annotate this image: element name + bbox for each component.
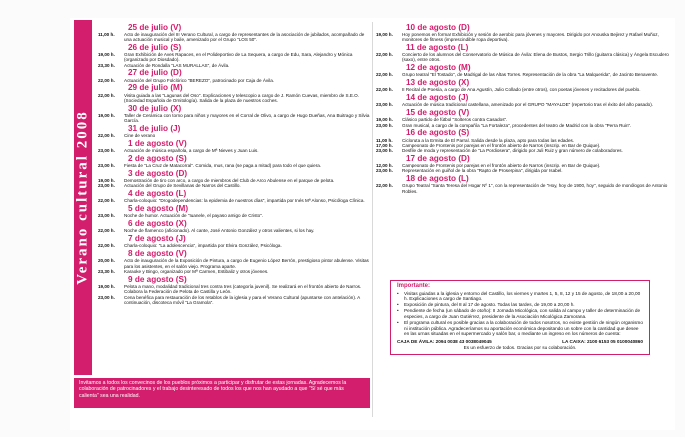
- footer-band: [74, 378, 370, 408]
- day-heading: 5 de agosto (M): [128, 204, 189, 214]
- event-time: 19,00 h.: [98, 284, 115, 290]
- important-item: [397, 291, 643, 302]
- event-description: Cine de verano: [124, 133, 156, 139]
- event-row: [376, 102, 670, 107]
- day-heading: 25 de julio (V): [128, 22, 182, 32]
- event-description: Acto de inauguración de la Exposición de Pintura, a cargo de Eugenio López Berrón, prestigioso pintor abulense. Visitas para los asistentes, en el salón viejo. Programa aparte.: [124, 258, 369, 269]
- event-row: [98, 63, 370, 68]
- event-description: Clásico partido de fútbol "Solteros contra Casados".: [402, 117, 508, 123]
- event-time: 23,00 h.: [376, 102, 393, 108]
- event-time: 22,00 h.: [98, 77, 115, 83]
- event-time: 23,00 h.: [98, 163, 115, 169]
- important-item: [397, 308, 643, 319]
- day-heading: 8 de agosto (V): [128, 249, 187, 259]
- event-row: [98, 183, 370, 188]
- event-description: Campeonato de Frontenis por parejas en el frontón abierto de Narros (inscrip. en Bar de Quique).: [402, 163, 601, 169]
- day-heading: 12 de agosto (M): [406, 63, 471, 73]
- day-heading: 31 de julio (J): [128, 123, 181, 133]
- event-time: 23,00 h.: [98, 213, 115, 219]
- bank-account-caja-avila: CAJA DE ÁVILA: 2094 0038 43 0038049045: [397, 338, 492, 344]
- event-row: [376, 148, 670, 153]
- event-time: 22,00 h.: [376, 72, 393, 78]
- event-row: [376, 32, 670, 43]
- important-box: [390, 280, 650, 355]
- event-description: Noche de humor. Actuación de "Iuanele, el payaso amigo de Cristo".: [124, 213, 264, 219]
- event-row: [376, 52, 670, 63]
- event-time: 22,00 h.: [98, 243, 115, 249]
- event-description: II Recital de Poesía, a cargo de Ana Agustín, Julio Collado (entre otros), con poetas jóvenes y recitadores del pueblo.: [402, 87, 641, 93]
- event-row: [98, 133, 370, 138]
- event-description: Taller de Cerámica con torno para niños y mayores en el Corral de Olivo, a cargo de Hugo Dueñas, Ana Buitrago y Silvia García.: [124, 112, 370, 124]
- event-description: Actuación del Grupo de Sevillanas de Narros del Castillo.: [124, 183, 241, 189]
- day-heading: 16 de agosto (S): [406, 128, 470, 138]
- event-time: 22,00 h.: [98, 228, 115, 234]
- event-row: [376, 87, 670, 92]
- event-description: Campeonato de Frontenis por parejas en el frontón abierto de Narros (inscrip. en Bar de Quique).: [402, 142, 601, 148]
- event-time: 11,00 h.: [98, 31, 115, 37]
- important-title: Importante:: [397, 283, 430, 289]
- day-heading: 17 de agosto (D): [406, 153, 470, 163]
- event-time: 23,30 h.: [98, 62, 115, 68]
- event-time: 22,00 h.: [376, 183, 393, 189]
- day-heading: 10 de agosto (D): [406, 22, 470, 32]
- event-row: [376, 123, 670, 128]
- bullet-icon: •: [397, 302, 399, 308]
- event-row: [98, 163, 370, 168]
- event-time: 22,00 h.: [98, 133, 115, 139]
- event-description: Noche de flamenco (aficionado). Al cante, José Antonio González y otros valientes, si los hay.: [124, 228, 315, 234]
- side-title: Verano cultural 2008: [74, 110, 91, 285]
- event-row: [98, 243, 370, 248]
- day-heading: 2 de agosto (S): [128, 153, 187, 163]
- event-row: [98, 32, 370, 43]
- event-description: Charla-coloquio: "Drogodependencias: la epidemia de nuestros días", impartida por Inés Mª Alonso, Psicóloga Clínica.: [124, 198, 365, 204]
- day-heading: 13 de agosto (X): [406, 78, 470, 88]
- event-description: Demostración de tiro con arco, a cargo de miembros del Club de Arco Abulense en el parque de pelota.: [124, 178, 335, 184]
- event-row: [98, 295, 370, 306]
- bullet-icon: •: [397, 320, 399, 326]
- event-description: Pelota a mano, modalidad tradicional tres contra tres (categoría juvenil). Se realizará en el frontón abierto de Narros. Colabora la Federación de Pelota de Castilla y León.: [124, 284, 362, 295]
- event-time: 23,00 h.: [376, 122, 393, 128]
- day-heading: 4 de agosto (L): [128, 189, 187, 199]
- event-row: [98, 198, 370, 203]
- column-divider: [372, 22, 373, 417]
- footer-text: Invitamos a todos los convecinos de los pueblos próximos a participar y disfrutar de estas jornadas. Agradecemos la colaboración de patrocinadores y el trabajo desinteresado de todos los que nos han ayudado a que "Sí sé que más calienta" sea una realidad.: [79, 380, 347, 399]
- day-heading: 29 de julio (M): [128, 83, 183, 93]
- event-row: [98, 269, 370, 274]
- event-row: [98, 228, 370, 233]
- event-description: Desfile de moda y representación de "La Pordiosera", dirigido por Juli Ruiz y gran número de colaboradores.: [402, 148, 623, 154]
- event-time: 17,00 h.: [376, 142, 393, 148]
- event-time: 19,00 h.: [98, 112, 115, 118]
- important-item-text: El programa cultural es posible gracias a la colaboración de todos nosotros, no existe gestión de ningún organismo ni institución pública. Agradeceríamos su aportación económica depositando un sobre con la cantidad que desee en las urnas situadas en el supermercado y salón bar, o mediante un ingreso en los números de cuenta:: [404, 320, 643, 337]
- event-description: Gran Exhibición de Aves Rapaces, en el Polideportivo de La Sequera, a cargo de Edu, Sara, Alejandro y Mónica (organizado por Diosdado).: [124, 52, 353, 63]
- day-heading: 11 de agosto (L): [406, 42, 469, 52]
- event-time: 19,00 h.: [98, 52, 115, 57]
- event-description: Cena benéfica para restauración de los retablos de la iglesia y para el Verano Cultural (apuntarse con antelación). A continuación, discoteca móvil "La Gramola".: [124, 294, 360, 305]
- event-description: Representación en guiñol de la obra "Rapto de Proserpina", dirigida por Isabel.: [402, 168, 563, 174]
- event-row: [98, 258, 370, 269]
- left-column: [98, 22, 370, 305]
- day-heading: 18 de agosto (L): [406, 174, 469, 184]
- watermark-decoration: ·: [150, 10, 162, 47]
- event-time: 23,00 h.: [376, 148, 393, 154]
- event-description: Actuación de Rondalla "LAS MURALLAS", de Ávila.: [124, 62, 230, 68]
- day-heading: 7 de agosto (J): [128, 234, 186, 244]
- bank-accounts: [397, 339, 643, 345]
- event-time: 22,00 h.: [98, 92, 115, 98]
- event-time: 23,00 h.: [98, 148, 115, 154]
- day-heading: 30 de julio (X): [128, 103, 182, 113]
- event-description: Visita guiada a las "Lagunas del Oso". Explicaciones y telescopio a cargo de J. Ramón Cuevas, miembro de S.E.O. (Sociedad Española de Ornitología). Salida de la plaza de nuestros coches.: [124, 92, 360, 103]
- important-item-text: Visitas guiadas a la iglesia y entorno del Castillo, los viernes y martes 1, 5, 8, 12 y 15 de agosto, de 18,00 a 20,00 h. Explicaciones a cargo de Santiago.: [404, 290, 641, 302]
- event-description: Cicloruta a la Ermita de El Parral. Salida desde la plaza, apto para todas las edades.: [402, 137, 575, 143]
- event-time: 23,00 h.: [98, 183, 115, 189]
- event-description: Acto de inauguración del III Verano Cultural, a cargo de representantes de la asociación de jubilados, acompañado de una actuación musical y baile, amenizado por el Grupo "LOS 50".: [124, 31, 365, 42]
- event-description: Fiesta de "La Cruz de Matacorral". Comida, mus, rana (se paga a mitad) para todo el que quiera.: [124, 163, 322, 169]
- event-time: 22,00 h.: [376, 87, 393, 93]
- day-heading: 9 de agosto (S): [128, 274, 187, 284]
- bank-account-la-caixa: LA CAIXA: 2100 6153 05 0100040860: [562, 338, 643, 344]
- event-time: 23,30 h.: [98, 269, 115, 275]
- event-row: [98, 78, 370, 83]
- event-row: [98, 93, 370, 104]
- event-description: Karaoke y Bingo, organizado por Mª Carmen, Estibaliz y otros jóvenes.: [124, 269, 269, 275]
- event-description: Grupo Teatral "Santa Teresa del Hogar Nº 1", con la representación de "Hoy, hoy de 1900, hoy", seguido de monólogos de Antonio Robles.: [402, 183, 668, 194]
- event-description: Charla-coloquio: "La adolescencia", impartida por Elvira González, Psicóloga.: [124, 243, 282, 249]
- event-row: [376, 72, 670, 77]
- day-heading: 14 de agosto (J): [406, 93, 469, 103]
- event-time: 20,00 h.: [98, 258, 115, 264]
- event-time: 19,00 h.: [376, 31, 393, 37]
- event-row: [376, 168, 670, 173]
- event-description: Actuación del Grupo Folclórico "BEREZO", patrocinado por Caja de Ávila.: [124, 77, 275, 83]
- event-description: Actuación de música española, a cargo de Mª Nieves y Juan Luis.: [124, 148, 259, 154]
- event-description: Gran musical, a cargo de la compañía "La Fortaleza", procedentes del teatro de Madrid con la obra "Perra Ruin".: [402, 122, 632, 128]
- event-time: 12,00 h.: [376, 163, 393, 169]
- day-heading: 1 de agosto (V): [128, 138, 187, 148]
- event-row: [98, 52, 370, 63]
- event-description: Hoy ponemos en forma! Exhibición y sesión de aerobic para jóvenes y mayores. Dirigido por Anouska Bejirez y Rafael Muñoz, monitores de fitness (imprescindible ropa deportiva).: [402, 31, 659, 42]
- bullet-icon: •: [397, 308, 399, 314]
- day-heading: 3 de agosto (D): [128, 168, 188, 178]
- important-list: [397, 291, 643, 337]
- event-row: [98, 213, 370, 218]
- event-row: [376, 183, 670, 194]
- event-row: [98, 284, 370, 295]
- important-item: [397, 320, 643, 337]
- day-heading: 26 de julio (S): [128, 42, 182, 52]
- event-row: [98, 148, 370, 153]
- event-description: Actuación de música tradicional castellana, amenizado por el GRUPO "MAYALDE" (repertorio tras el éxito del año pasado).: [402, 102, 654, 108]
- event-row: [98, 113, 370, 124]
- event-description: Grupo teatral "El Tostado", de Madrigal de las Altas Torres. Representación de la obra "La Malquerida", de Jacinto Benavente.: [402, 72, 659, 78]
- day-heading: 27 de julio (D): [128, 68, 182, 78]
- event-time: 19,00 h.: [376, 117, 393, 123]
- event-time: 23,00 h.: [376, 168, 393, 174]
- event-description: Concierto de los alumnos del Conservatorio de Música de Ávila: Elena de Bustos, Sergio Trillo (guitarra clásica) y Ángela Escudero (saxo), entre otros.: [402, 52, 669, 63]
- important-item: [397, 302, 643, 308]
- thanks-note: Es un esfuerzo de todos. Gracias por su colaboración.: [463, 345, 577, 351]
- event-time: 11,00 h.: [376, 137, 393, 143]
- bullet-icon: •: [397, 290, 399, 296]
- important-item-text: Pendiente de fecha (un sábado de otoño): II Jornada Micológica, con salida al campo y taller de determinación de especies, a cargo de Juan Gutiérrez, presidente de la Asociación Micológica Zamorana.: [404, 308, 641, 319]
- right-column: [376, 22, 670, 194]
- event-time: 19,00 h.: [98, 178, 115, 184]
- event-time: 22,00 h.: [98, 198, 115, 204]
- event-time: 22,00 h.: [376, 52, 393, 57]
- event-time: 23,00 h.: [98, 294, 115, 300]
- day-heading: 6 de agosto (X): [128, 219, 187, 229]
- day-heading: 15 de agosto (V): [406, 108, 470, 118]
- important-item-text: Exposición de pintura, del 8 al 17 de agosto. Todas las tardes, de 19,00 a 20,00 h.: [404, 302, 575, 308]
